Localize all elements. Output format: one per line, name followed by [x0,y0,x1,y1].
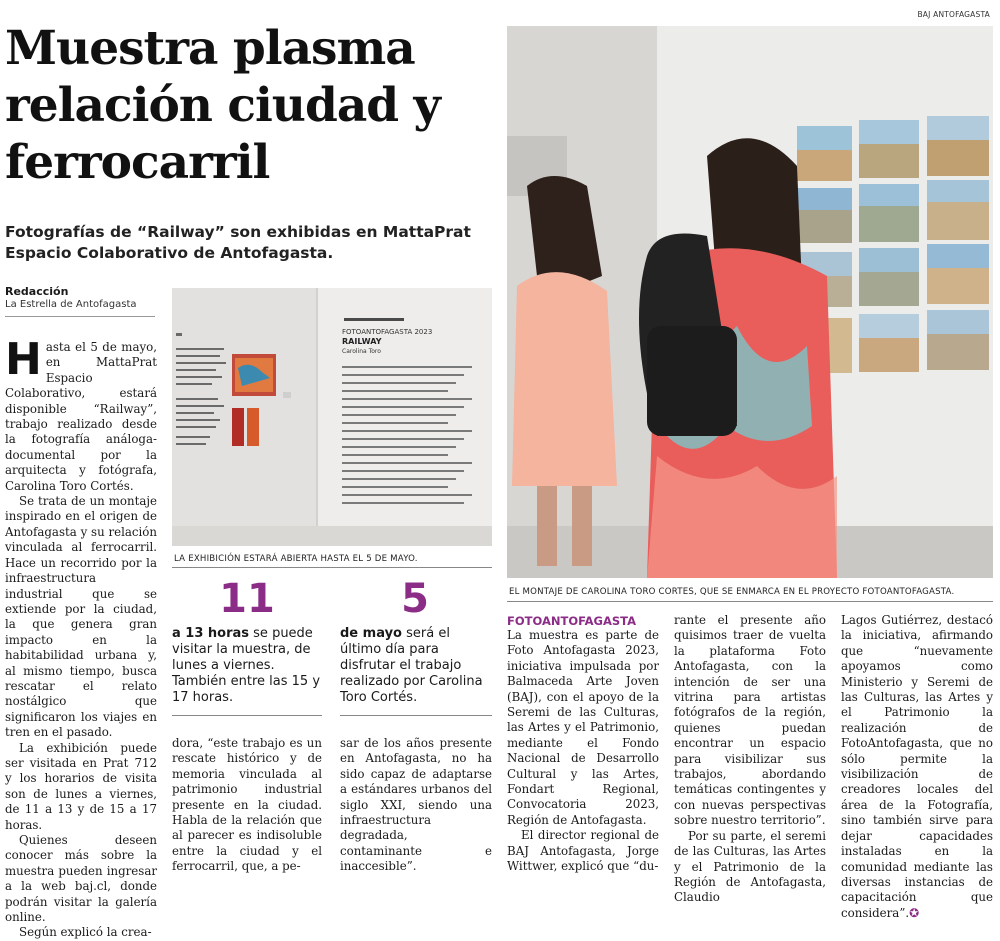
headline [5,20,495,191]
stat-highlight: de mayo [340,626,402,641]
paragraph: Según explicó la crea- [19,925,152,940]
stat-text: será el último día para disfrutar el trabajo realizado por Carolina Toro Cortés. [340,626,483,705]
end-mark-icon: ✪ [909,905,920,920]
paragraph [841,613,993,921]
visitors-illustration [507,26,993,578]
wall-author: Carolina Toro [342,348,381,355]
byline-source: La Estrella de Antofagasta [5,299,137,310]
stat-description [172,626,322,706]
subheadline-line: Espacio Colaborativo de Antofagasta. [5,244,334,262]
stat-number: 11 [219,576,275,622]
article-column-6 [841,613,993,920]
photo-caption: LA EXHIBICIÓN ESTARÁ ABIERTA HASTA EL 5 DE MAYO. [174,554,418,564]
gallery-wall-illustration [172,288,492,546]
exhibition-photo [172,288,492,546]
caption-divider [172,567,492,568]
stat-text: se puede visitar la muestra, de lunes a viernes. También entre las 15 y 17 horas. [172,626,321,705]
drop-cap: H [5,334,42,385]
paragraph: La muestra es parte de Foto Antofagasta 2023, iniciativa impulsada por Balmaceda Arte Joven (BAJ), con el apoyo de la Seremi de las Culturas, las Artes y el Patrimonio, mediante el Fondo Nacional de Desarrollo Cultural y las Artes, Fondart Regional, Convocatoria 2023, Región de Antofagasta. [507,628,659,827]
photo-credit: BAJ ANTOFAGASTA [917,10,990,19]
article-column-2 [172,736,322,875]
paragraph-text: Lagos Gutiérrez, destacó la iniciativa, afirmando que “nuevamente apoyamos como Ministerio y Seremi de las Culturas, las Artes y el Patrimonio la realización de FotoAntofagasta, que no sólo permite la visibilización de creadores locales del área de la Fotografía, sino también sirve para dejar capacidades instaladas en la comunidad mediante las diversas instancias de capacitación que considera”. [841,613,993,920]
headline-line: Muestra plasma [5,21,415,76]
caption-divider [507,601,993,602]
section-tag: FOTOANTOFAGASTA [507,614,636,628]
paragraph: rante el presente año quisimos traer de vuelta la plataforma Foto Antofagasta, con la intención de ser una vitrina para artistas fotógrafos de la región, quienes puedan encontrar un espacio para visibilizar sus trabajos, abordando temáticas contingentes y con nuevas perspectivas sobre nuestro territorio”. [674,613,826,828]
article-column-3 [340,736,492,875]
paragraph: Por su parte, el seremi de las Culturas, las Artes y el Patrimonio de la Región de Antofagasta, Claudio [674,828,826,905]
subheadline [5,222,495,264]
subheadline-line: Fotografías de “Railway” son exhibidas en MattaPrat [5,223,471,241]
stat-description [340,626,492,706]
stat-divider [172,715,322,716]
wall-title: FOTOANTOFAGASTA 2023 [342,328,433,336]
photo-caption: EL MONTAJE DE CAROLINA TORO CORTES, QUE SE ENMARCA EN EL PROYECTO FOTOANTOFAGASTA. [509,587,955,597]
stat-highlight: a 13 horas [172,626,250,641]
byline-divider [5,316,155,317]
stat-divider [340,715,492,716]
paragraph: sar de los años presente en Antofagasta, no ha sido capaz de adaptarse a estándares urbanos del siglo XXI, siendo una infraestructura degradada, contaminante e inaccesible”. [340,736,492,874]
article-column-1 [5,334,157,940]
article-column-4 [507,628,659,874]
stat-number: 5 [401,576,429,622]
paragraph: Se trata de un montaje inspirado en el origen de Antofagasta y su relación vinculada al ferrocarril. Hace un recorrido por la infraestructura industrial que se extiende por la ciudad, la que genera gran impacto en la habitabilidad urbana y, al mismo tiempo, busca rescatar el relato nostálgico que significaron los viajes en tren en el pasado. [5,494,157,740]
article-column-5 [674,613,826,905]
paragraph [5,334,157,494]
headline-line: ferrocarril [5,135,270,190]
headline-line: relación ciudad y [5,78,440,133]
gallery-visitors-photo [507,26,993,578]
paragraph-text: asta el 5 de mayo, en MattaPrat Espacio Colaborativo, estará disponible “Railway”, trabajo realizado desde la fotografía análoga-documental por la arquitecta y fotógrafa, Carolina Toro Cortés. [5,340,157,493]
wall-subtitle: RAILWAY [342,337,382,346]
byline-name: Redacción [5,285,69,298]
paragraph: El director regional de BAJ Antofagasta, Jorge Wittwer, explicó que “du- [507,828,659,874]
paragraph: dora, “este trabajo es un rescate histórico y de memoria vinculada al patrimonio industrial presente en la ciudad. Habla de la relación que al parecer es indisoluble entre la ciudad y el ferrocarril, que, a pe- [172,736,322,874]
paragraph: La exhibición puede ser visitada en Prat 712 y los horarios de visita son de lunes a viernes, de 11 a 13 y de 15 a 17 horas. [5,740,157,832]
paragraph: Quienes deseen conocer más sobre la muestra pueden ingresar a la web baj.cl, donde podrán visitar la galería online. [5,833,157,925]
